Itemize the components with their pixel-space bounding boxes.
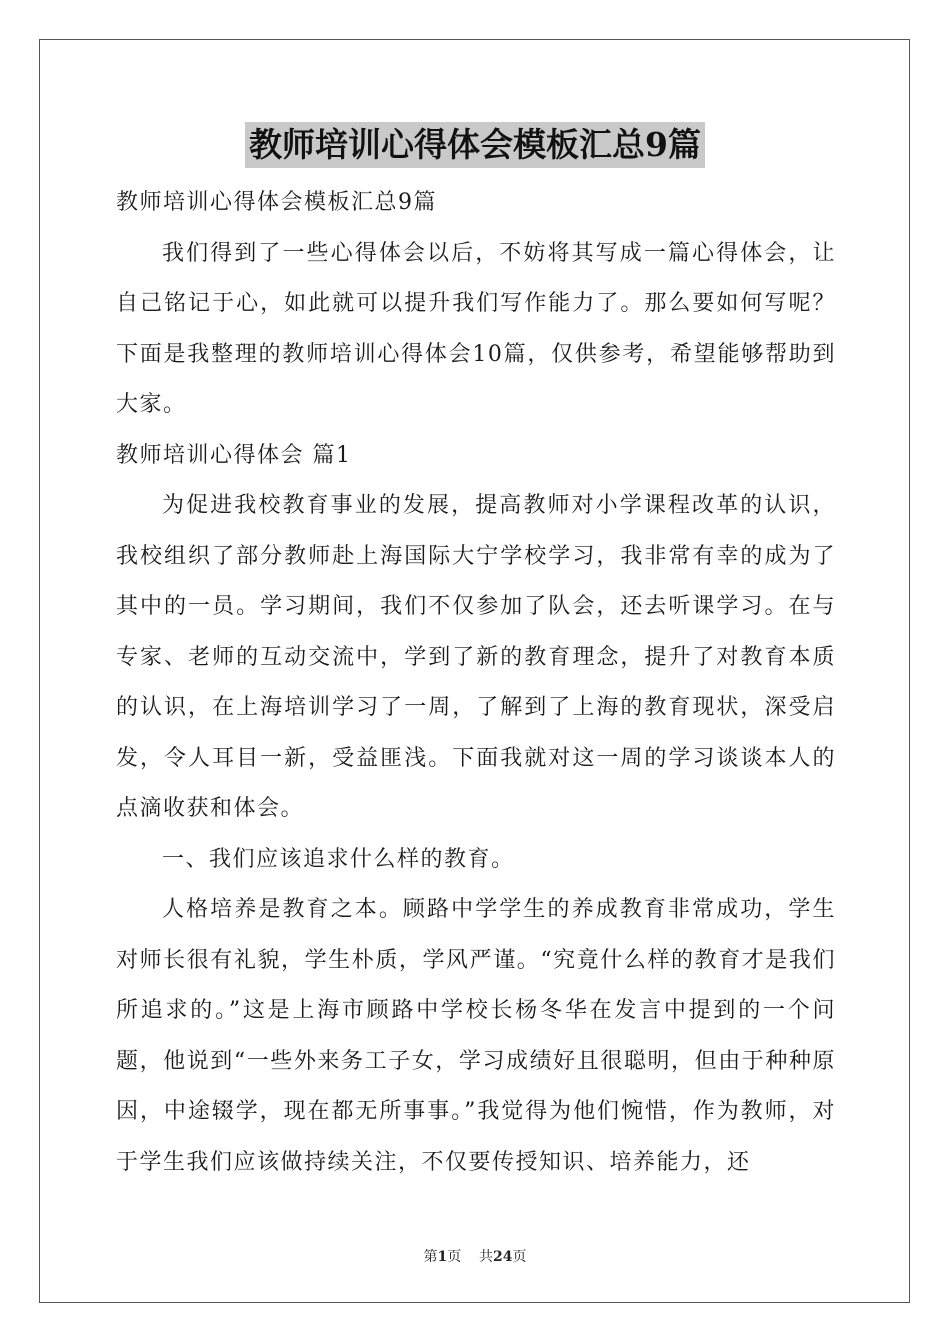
total-suffix: 页 [512,1249,527,1265]
page-footer [0,1246,950,1266]
intro-paragraph: 我们得到了一些心得体会以后，不妨将其写成一篇心得体会，让自己铭记于心，如此就可以提升我们写作能力了。那么要如何写呢？下面是我整理的教师培训心得体会10篇，仅供参考，希望能够帮助到大家。 [116,240,836,417]
total-pages: 24 [493,1249,513,1265]
page-prefix: 第 [423,1249,438,1265]
subtitle-line: 教师培训心得体会模板汇总9篇 [116,190,437,215]
document-body [116,178,836,1188]
page-number: 1 [437,1249,448,1265]
body-paragraph: 人格培养是教育之本。顾路中学学生的养成教育非常成功，学生对师长很有礼貌，学生朴质，学风严谨。“究竟什么样的教育才是我们所追求的。”这是上海市顾路中学校长杨冬华在发言中提到的一个问题，他说到“一些外来务工子女，学习成绩好且很聪明，但由于种种原因，中途辍学，现在都无所事事。”我觉得为他们惋惜，作为教师，对于学生我们应该做持续关注，不仅要传授知识、培养能力，还 [116,897,836,1175]
total-prefix: 共 [479,1249,494,1265]
title-wrap [0,122,950,168]
document-title: 教师培训心得体会模板汇总9篇 [245,122,705,168]
body-paragraph: 为促进我校教育事业的发展，提高教师对小学课程改革的认识，我校组织了部分教师赴上海国际大宁学校学习，我非常有幸的成为了其中的一员。学习期间，我们不仅参加了队会，还去听课学习。在与专家、老师的互动交流中，学到了新的教育理念，提升了对教育本质的认识，在上海培训学习了一周，了解到了上海的教育现状，深受启发，令人耳目一新，受益匪浅。下面我就对这一周的学习谈谈本人的点滴收获和体会。 [116,493,836,821]
section-heading: 教师培训心得体会 篇1 [116,442,352,468]
subsection-heading: 一、我们应该追求什么样的教育。 [162,846,515,872]
page-suffix: 页 [447,1249,462,1265]
